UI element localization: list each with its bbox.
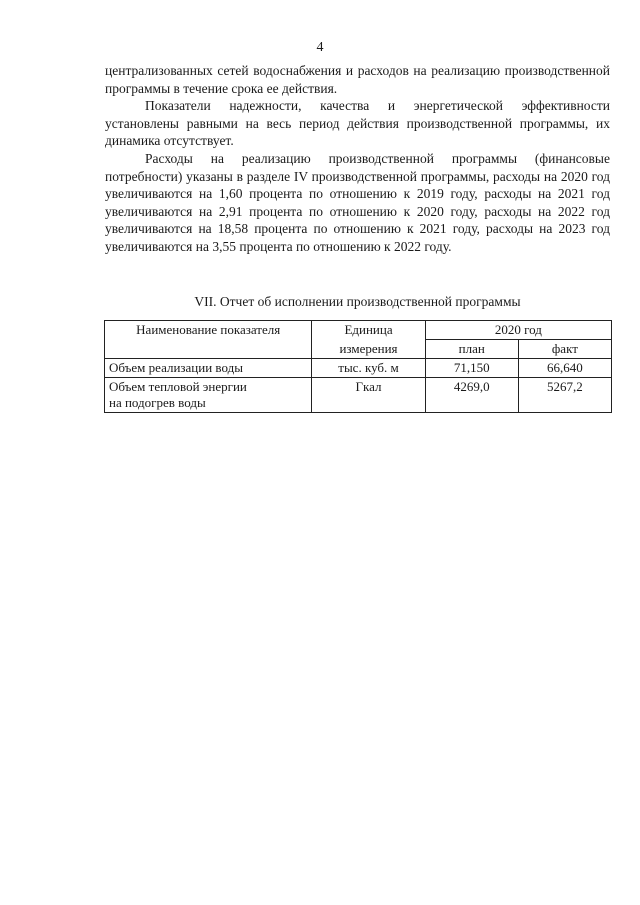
row-1-indicator: Объем реализации воды	[105, 359, 312, 378]
paragraph-1-text: централизованных сетей водоснабжения и расходов на реализацию производственной программы в течение срока ее действия.	[105, 63, 610, 96]
paragraph-3-text: Расходы на реализацию производственной программы (финансовые потребности) указаны в разделе IV производственной программы, расходы на 2020 год увеличиваются на 1,60 процента по отношению к 2019 году, расходы на 2021 год увеличиваются на 2,91 процента по отношению к 2020 году, расходы на 2022 год увеличиваются на 18,58 процента по отношению к 2021 году, расходы на 2023 год увеличиваются на 3,55 процента по отношению к 2022 году.	[105, 151, 610, 254]
row-1-plan: 71,150	[425, 359, 518, 378]
paragraph-2	[105, 97, 610, 150]
table-row	[105, 378, 612, 413]
header-unit-line1: Единица	[312, 321, 425, 340]
row-2-fact: 5267,2	[518, 378, 611, 413]
page-number: 4	[316, 40, 324, 55]
header-plan: план	[425, 340, 518, 359]
header-indicator: Наименование показателя	[105, 321, 312, 340]
program-report-table	[104, 320, 612, 413]
paragraph-3	[105, 150, 610, 255]
row-1-unit: тыс. куб. м	[312, 359, 425, 378]
header-indicator-empty	[105, 340, 312, 359]
paragraph-2-text: Показатели надежности, качества и энергетической эффективности установлены равными на весь период действия производственной программы, их динамика отсутствует.	[105, 98, 610, 148]
row-1-fact: 66,640	[518, 359, 611, 378]
row-2-indicator	[105, 378, 312, 413]
row-2-indicator-line2: на подогрев воды	[109, 395, 206, 410]
header-fact: факт	[518, 340, 611, 359]
table-header-row-2	[105, 340, 612, 359]
row-2-unit: Гкал	[312, 378, 425, 413]
header-unit-line2: измерения	[312, 340, 425, 359]
paragraph-1	[105, 62, 610, 97]
row-2-plan: 4269,0	[425, 378, 518, 413]
header-year: 2020 год	[425, 321, 611, 340]
row-2-indicator-line1: Объем тепловой энергии	[109, 379, 247, 394]
section-title: VII. Отчет об исполнении производственной программы	[194, 294, 521, 309]
table-header-row-1	[105, 321, 612, 340]
table-row	[105, 359, 612, 378]
